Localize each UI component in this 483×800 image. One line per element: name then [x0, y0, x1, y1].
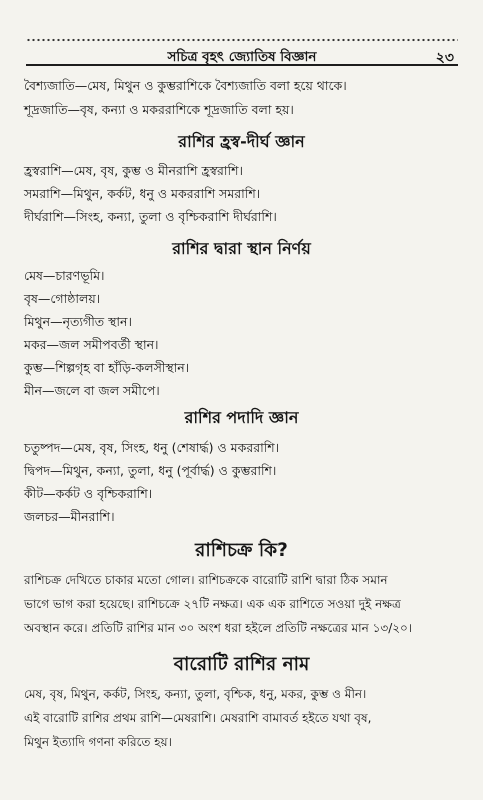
text-line: হ্রস্বরাশি—মেষ, বৃষ, কুম্ভ ও মীনরাশি হ্রস্বরাশি। — [24, 163, 244, 178]
section-heading: রাশির দ্বারা স্থান নির্ণয় — [172, 239, 311, 258]
text-line: জলচর—মীনরাশি। — [24, 509, 115, 524]
section-heading: রাশির পদাদি জ্ঞান — [184, 408, 299, 427]
text-line: চতুষ্পদ—মেষ, বৃষ, সিংহ, ধনু (শেষার্দ্ধ) ও মকররাশি। — [24, 440, 280, 455]
paragraph-line: এই বারোটি রাশির প্রথম রাশি—মেষরাশি। মেষরাশি বামাবর্ত হইতে যথা বৃষ, — [24, 711, 372, 725]
page-number: ২৩ — [435, 50, 454, 66]
paragraph-line: ভাগে ভাগ করা হয়েছে। রাশিচক্রে ২৭টি নক্ষত্র। এক এক রাশিতে সওয়া দুই নক্ষত্র — [24, 597, 401, 611]
paragraph-line: রাশিচক্র দেখিতে চাকার মতো গোল। রাশিচক্রকে বারোটি রাশি দ্বারা ঠিক সমান — [24, 573, 388, 587]
header-dotted-border — [26, 38, 458, 42]
text-line: কুম্ভ—শিল্পগৃহ বা হাঁড়ি-কলসীস্থান। — [24, 360, 190, 375]
paragraph-line: মিথুন ইত্যাদি গণনা করিতে হয়। — [24, 735, 172, 749]
running-header — [26, 44, 458, 66]
intro-line: শূদ্রজাতি—বৃষ, কন্যা ও মকররাশিকে শূদ্রজাতি বলা হয়। — [24, 102, 294, 117]
text-line: সমরাশি—মিথুন, কর্কট, ধনু ও মকররাশি সমরাশি। — [24, 186, 261, 201]
book-title: সচিত্র বৃহৎ জ্যোতিষ বিজ্ঞান — [167, 49, 317, 65]
text-line: মেষ—চারণভূমি। — [24, 268, 105, 283]
paragraph-line: মেষ, বৃষ, মিথুন, কর্কট, সিংহ, কন্যা, তুলা, বৃশ্চিক, ধনু, মকর, কুম্ভ ও মীন। — [24, 687, 367, 701]
text-line: বৃষ—গোষ্ঠালয়। — [24, 291, 101, 306]
text-line: দ্বিপদ—মিথুন, কন্যা, তুলা, ধনু (পূর্বার্দ্ধ) ও কুম্ভরাশি। — [24, 463, 277, 478]
text-line: দীর্ঘরাশি—সিংহ, কন্যা, তুলা ও বৃশ্চিকরাশি দীর্ঘরাশি। — [24, 209, 277, 224]
section-heading: রাশিচক্র কি? — [195, 540, 288, 561]
paragraph-line: অবস্থান করে। প্রতিটি রাশির মান ৩০ অংশ ধরা হইলে প্রতিটি নক্ষত্রের মান ১৩/২০। — [24, 621, 413, 635]
text-line: মীন—জলে বা জল সমীপে। — [24, 383, 160, 398]
text-line: কীট—কর্কট ও বৃশ্চিকরাশি। — [24, 486, 153, 501]
intro-line: বৈশ্যজাতি—মেষ, মিথুন ও কুম্ভরাশিকে বৈশ্যজাতি বলা হয়ে থাকে। — [24, 78, 347, 93]
text-line: মিথুন—নৃত্যগীত স্থান। — [24, 314, 132, 329]
header-rule — [26, 64, 458, 66]
section-heading: বারোটি রাশির নাম — [173, 654, 310, 675]
text-line: মকর—জল সমীপবর্তী স্থান। — [24, 337, 159, 352]
section-heading: রাশির হ্রস্ব-দীর্ঘ জ্ঞান — [178, 132, 305, 151]
